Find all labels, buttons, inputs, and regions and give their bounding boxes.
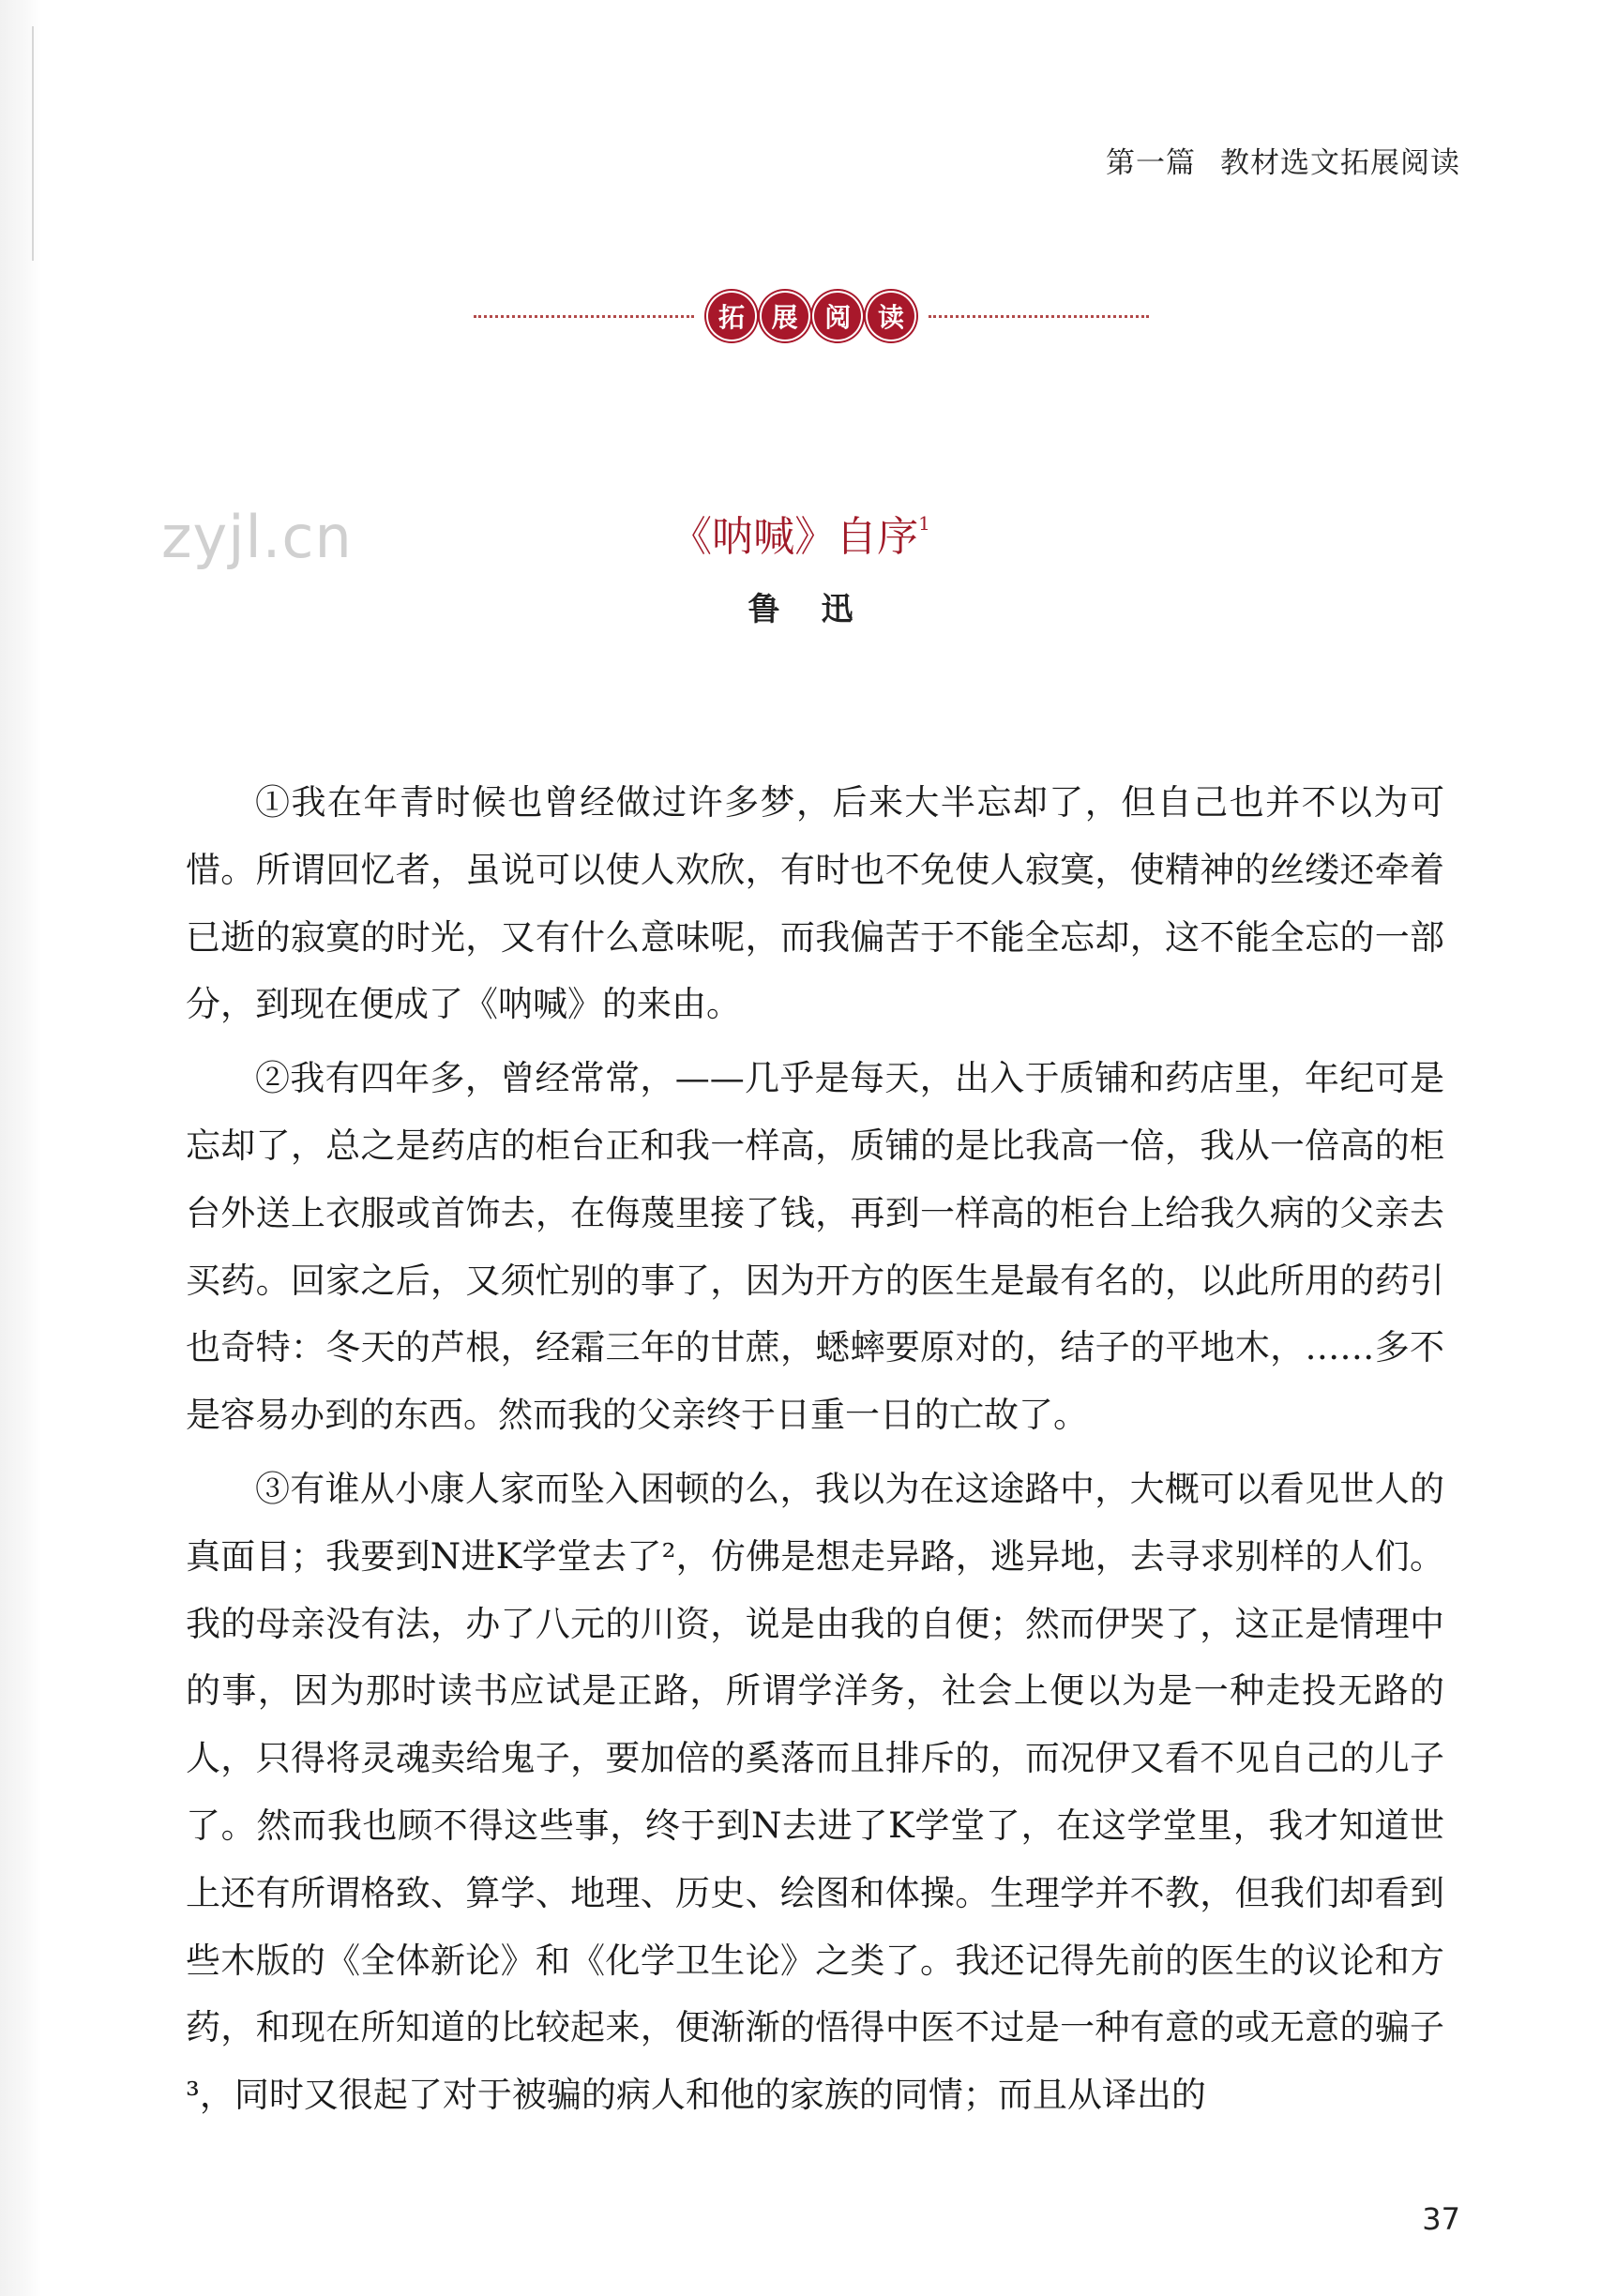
banner-seal-4: 读 bbox=[868, 293, 914, 340]
page-number: 37 bbox=[1422, 2201, 1460, 2237]
article-author: 鲁迅 bbox=[748, 591, 895, 628]
banner-seal-1: 拓 bbox=[708, 293, 755, 340]
paragraph-3: ③有谁从小康人家而坠入困顿的么，我以为在这途路中，大概可以看见世人的真面目；我要到N进K学堂去了²，仿佛是想走异路，逃异地，去寻求别样的人们。我的母亲没有法，办了八元的川资，说是由我的自便；然而伊哭了，这正是情理中的事，因为那时读书应试是正路，所谓学洋务，社会上便以为是一种走投无路的人，只得将灵魂卖给鬼子，要加倍的奚落而且排斥的，而况伊又看不见自己的儿子了。然而我也顾不得这些事，终于到N去进了K学堂了，在这学堂里，我才知道世上还有所谓格致、算学、地理、历史、绘图和体操。生理学并不教，但我们却看到些木版的《全体新论》和《化学卫生论》之类了。我还记得先前的医生的议论和方药，和现在所知道的比较起来，便渐渐的悟得中医不过是一种有意的或无意的骗子³，同时又很起了对于被骗的病人和他的家族的同情；而且从译出的 bbox=[186, 1468, 1444, 2116]
title-footnote-marker: 1 bbox=[918, 512, 930, 535]
header-section: 教材选文拓展阅读 bbox=[1220, 146, 1460, 180]
page-gutter-shadow bbox=[0, 0, 41, 2296]
watermark: zyjl.cn bbox=[161, 503, 353, 571]
paragraph-1: ①我在年青时候也曾经做过许多梦，后来大半忘却了，但自己也并不以为可惜。所谓回忆者，虽说可以使人欢欣，有时也不免使人寂寞，使精神的丝缕还牵着已逝的寂寞的时光，又有什么意味呢，而我偏苦于不能全忘却，这不能全忘的一部分，到现在便成了《呐喊》的来由。 bbox=[186, 782, 1444, 1025]
running-header bbox=[1106, 139, 1460, 181]
banner-seal-2: 展 bbox=[762, 293, 808, 340]
banner-dotted-rule-left bbox=[474, 315, 694, 318]
banner-seals bbox=[708, 286, 914, 346]
page-gutter-line bbox=[32, 26, 34, 261]
paragraph-2: ②我有四年多，曾经常常，——几乎是每天，出入于质铺和药店里，年纪可是忘却了，总之是药店的柜台正和我一样高，质铺的是比我高一倍，我从一倍高的柜台外送上衣服或首饰去，在侮蔑里接了钱，再到一样高的柜台上给我久病的父亲去买药。回家之后，又须忙别的事了，因为开方的医生是最有名的，以此所用的药引也奇特：冬天的芦根，经霜三年的甘蔗，蟋蟀要原对的，结子的平地木，……多不是容易办到的东西。然而我的父亲终于日重一日的亡故了。 bbox=[186, 1058, 1444, 1436]
article-title-block bbox=[0, 503, 1601, 563]
banner-seal-3: 阅 bbox=[814, 293, 861, 340]
header-part: 第一篇 bbox=[1106, 146, 1196, 180]
section-banner bbox=[474, 286, 1149, 346]
article-body bbox=[186, 769, 1444, 2129]
article-title: 《呐喊》自序 bbox=[671, 513, 919, 561]
banner-dotted-rule-right bbox=[929, 315, 1149, 318]
